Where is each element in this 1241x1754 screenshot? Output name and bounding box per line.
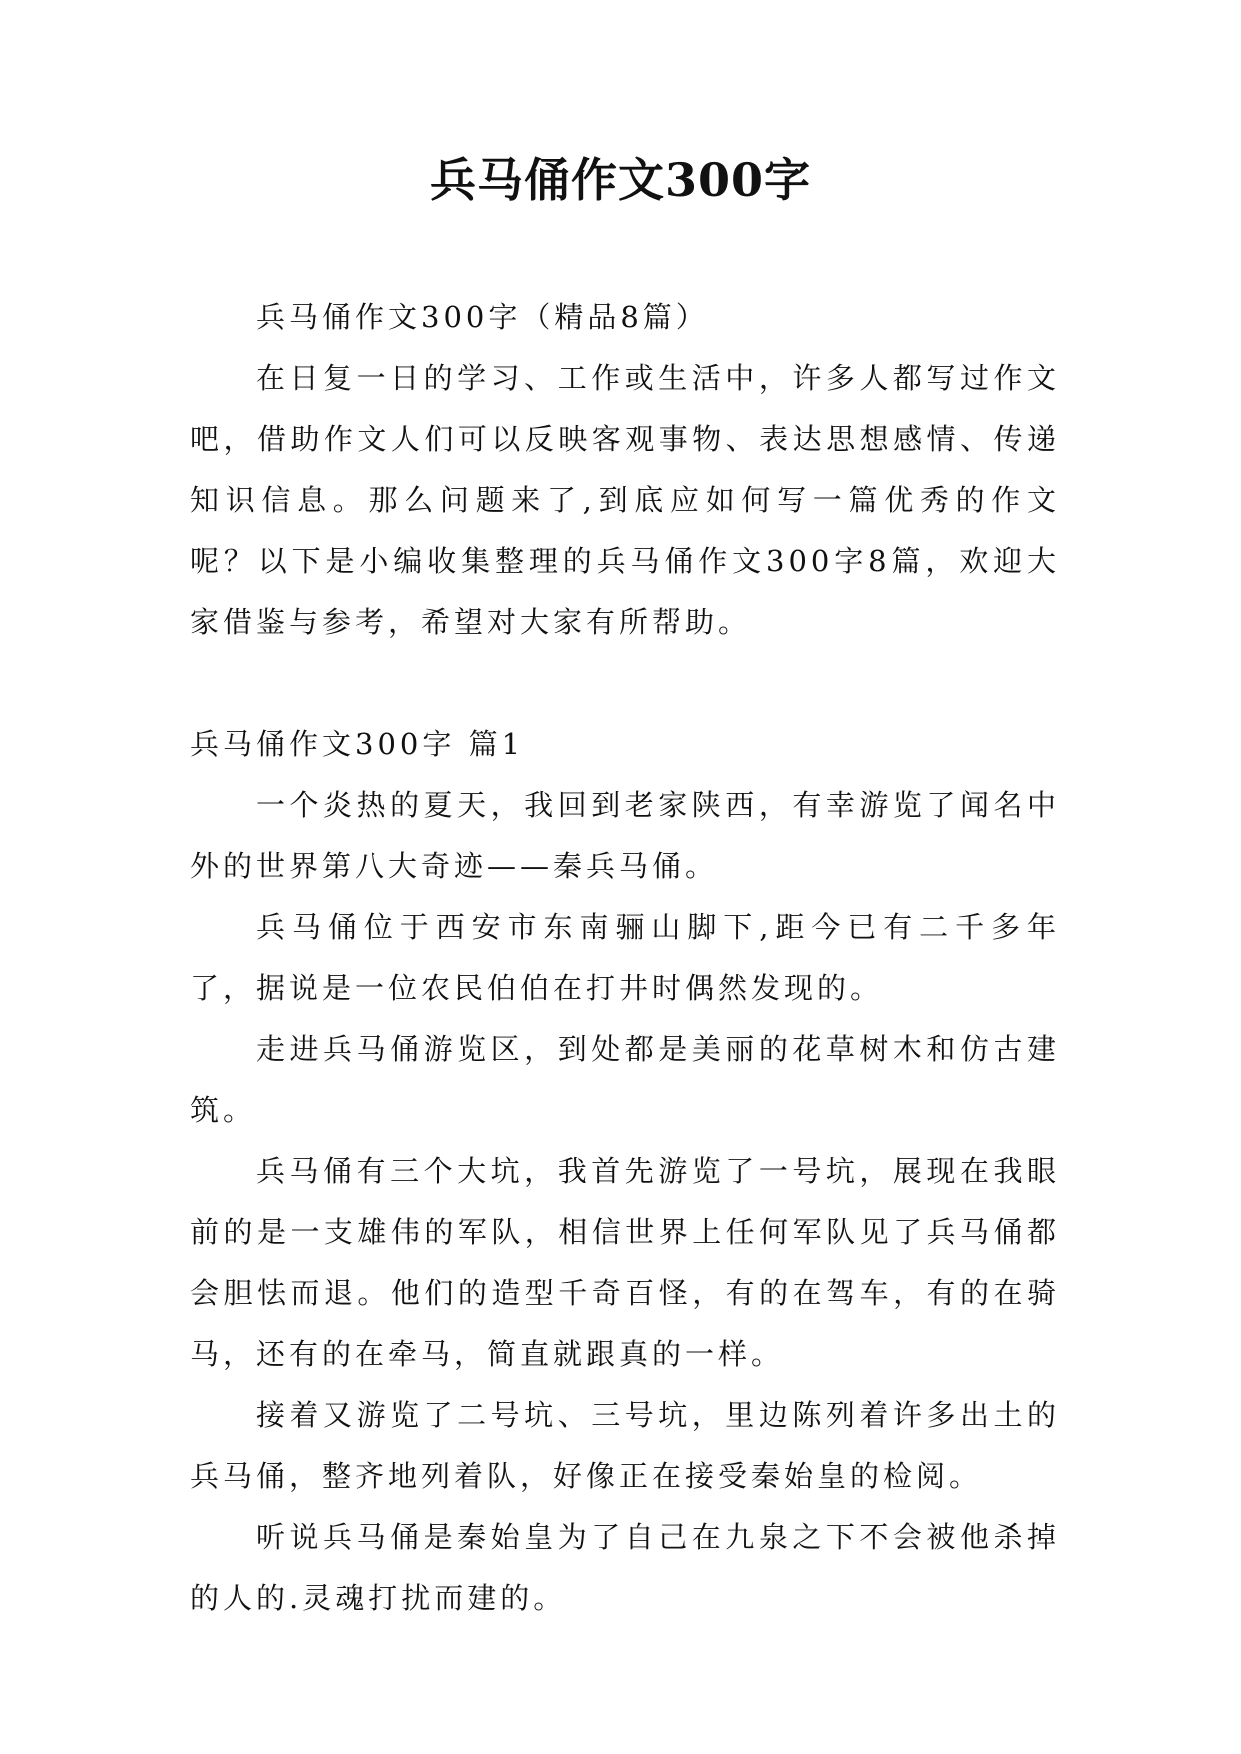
essay-paragraph: 一个炎热的夏天，我回到老家陕西，有幸游览了闻名中外的世界第八大奇迹——秦兵马俑。 bbox=[190, 788, 1060, 883]
document-subtitle: 兵马俑作文300字（精品8篇） bbox=[256, 300, 709, 334]
essay-paragraph: 兵马俑位于西安市东南骊山脚下,距今已有二千多年了，据说是一位农民伯伯在打井时偶然发现的。 bbox=[190, 910, 1060, 1005]
essay-paragraph: 听说兵马俑是秦始皇为了自己在九泉之下不会被他杀掉的人的.灵魂打扰而建的。 bbox=[190, 1520, 1060, 1615]
document-title: 兵马俑作文300字 bbox=[429, 153, 812, 207]
intro-paragraph: 在日复一日的学习、工作或生活中，许多人都写过作文吧，借助作文人们可以反映客观事物、表达思想感情、传递知识信息。那么问题来了,到底应如何写一篇优秀的作文呢？以下是小编收集整理的兵马俑作文300字8篇，欢迎大家借鉴与参考，希望对大家有所帮助。 bbox=[190, 361, 1060, 639]
section-heading: 兵马俑作文300字 篇1 bbox=[190, 727, 525, 761]
essay-paragraph: 走进兵马俑游览区，到处都是美丽的花草树木和仿古建筑。 bbox=[190, 1032, 1060, 1127]
essay-paragraph: 兵马俑有三个大坑，我首先游览了一号坑，展现在我眼前的是一支雄伟的军队，相信世界上任何军队见了兵马俑都会胆怯而退。他们的造型千奇百怪，有的在驾车，有的在骑马，还有的在牵马，简直就跟真的一样。 bbox=[190, 1154, 1060, 1371]
essay-paragraph: 接着又游览了二号坑、三号坑，里边陈列着许多出土的兵马俑，整齐地列着队，好像正在接受秦始皇的检阅。 bbox=[190, 1398, 1060, 1493]
document-body bbox=[190, 287, 1060, 1629]
section-spacer bbox=[190, 653, 1060, 714]
